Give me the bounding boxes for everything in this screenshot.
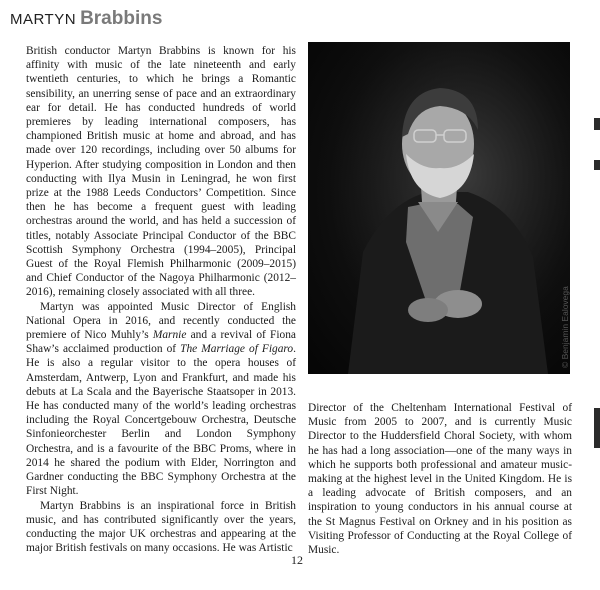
portrait-illustration bbox=[308, 42, 570, 374]
paragraph-4: Director of the Cheltenham International Festival of Music from 2005 to 2007, and is currently Music Director to the Huddersfield Choral Society, with whom he has had a long association—one of the many ways in which he supports both professional and amateur music-making at the highest level in the United Kingdom. He is a leading advocate of British composers, and an inspiration to young conductors in his annual course at the St Magnus Festival on Orkney and in his position as Visiting Professor of Conducting at the Royal College of Music. bbox=[308, 402, 572, 557]
paragraph-2-text-b: and a revival of Fiona Shaw’s acclaimed production of bbox=[26, 329, 296, 356]
photo-credit: © Benjamin Ealovega bbox=[560, 286, 570, 368]
paragraph-1: British conductor Martyn Brabbins is known for his affinity with music of the late nineteenth and early twentieth centuries, to which he brings a Romantic sensibility, an unerring sense of pace and an extraordinary ear for detail. He has conducted hundreds of world premieres by leading international composers, has championed British music at home and abroad, and has made over 120 recordings, including over 50 albums for Hyperion. After studying composition in London and then conducting with Ilya Musin in Leningrad, he won first prize at the 1988 Leeds Conductors’ Competition. Since then he has become a frequent guest with leading orchestras around the world, and has held a succession of titles, notably Associate Principal Conductor of the BBC Scottish Symphony Orchestra (1994–2005), Principal Guest of the Royal Flemish Philharmonic (2009–2015) and Chief Conductor of the Nagoya Philharmonic (2012–2016), remaining closely associated with all three. bbox=[26, 45, 296, 299]
left-column bbox=[26, 44, 296, 555]
paragraph-2-text-c: . He is also a regular visitor to the opera houses of Amsterdam, Antwerp, Lyon and Frankfurt, and made his debuts at La Scala and the Bayerische Staatsoper in 2013. He has conducted many of the world’s leading orchestras including the Royal Concertgebouw Orchestra, Deutsche Sinfonieorchester Berlin and London Symphony Orchestra, and is a favourite of the BBC Proms, where in 2014 he shared the podium with Elder, Norrington and Gardner conducting the BBC Symphony Orchestra at the First Night. bbox=[26, 343, 296, 498]
conductor-portrait-photo bbox=[308, 42, 570, 374]
paragraph-2 bbox=[26, 300, 296, 499]
adjacent-page-edge-mark bbox=[594, 160, 600, 170]
heading-last-name: Brabbins bbox=[80, 8, 163, 29]
heading-first-name: MARTYN bbox=[10, 11, 77, 28]
paragraph-2-text-a: Martyn was appointed Music Director of English National Opera in 2016, and recently conducted the premiere of Nico Muhly’s bbox=[26, 300, 296, 342]
title-marriage-of-figaro: The Marriage of Figaro bbox=[180, 343, 294, 356]
right-column bbox=[308, 401, 572, 557]
paragraph-3: Martyn Brabbins is an inspirational force in British music, and has contributed significantly over the years, conducting the major UK orchestras and appearing at the major British festivals on many occasions. He was Artistic bbox=[26, 499, 296, 555]
page-number: 12 bbox=[291, 553, 303, 567]
adjacent-page-edge-mark bbox=[594, 408, 600, 448]
title-marnie: Marnie bbox=[152, 329, 187, 342]
adjacent-page-edge-mark bbox=[594, 118, 600, 130]
page-heading bbox=[10, 8, 162, 30]
